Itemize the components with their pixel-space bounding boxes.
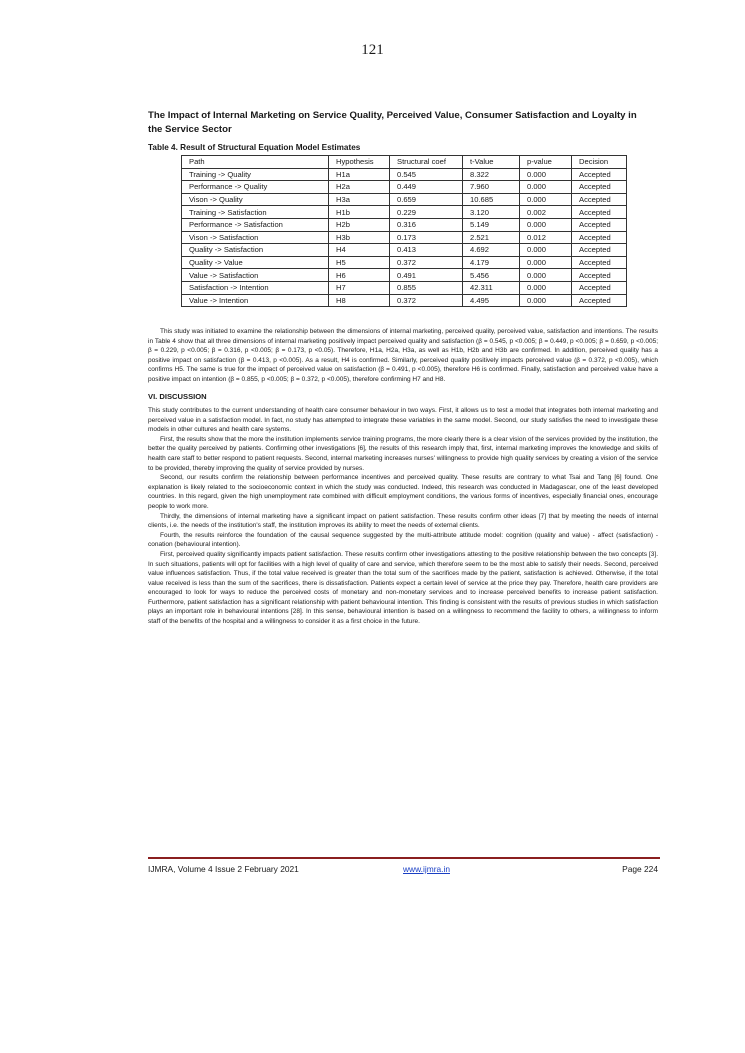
cell-decision: Accepted (572, 294, 627, 307)
table-row (182, 206, 627, 219)
cell-path: Training -> Satisfaction (182, 206, 329, 219)
table-caption: Table 4. Result of Structural Equation Model Estimates (148, 143, 361, 152)
cell-path: Value -> Satisfaction (182, 269, 329, 282)
header-decision: Decision (572, 156, 627, 169)
cell-decision: Accepted (572, 231, 627, 244)
discussion-paragraph: Second, our results confirm the relationship between performance incentives and perceived quality. These results are contrary to what Tsai and Tang [6] found. One explanation is likely related to the socioeconomic context in which the study was conducted. Indeed, this research was conducted in Madagascar, one of the least developed countries. In this regard, given the high unemployment rate combined with difficult employment conditions, the various forms of incentives, especially financial ones, encourage people to work more. (148, 474, 658, 510)
cell-hypothesis: H3b (329, 231, 390, 244)
cell-decision: Accepted (572, 269, 627, 282)
results-table (181, 155, 627, 307)
cell-p-value: 0.012 (520, 231, 572, 244)
footer-divider (148, 857, 660, 859)
header-path: Path (182, 156, 329, 169)
cell-path: Satisfaction -> Intention (182, 281, 329, 294)
cell-p-value: 0.000 (520, 168, 572, 181)
cell-path: Training -> Quality (182, 168, 329, 181)
cell-hypothesis: H5 (329, 256, 390, 269)
table-row (182, 281, 627, 294)
cell-path: Vison -> Quality (182, 193, 329, 206)
cell-hypothesis: H3a (329, 193, 390, 206)
cell-hypothesis: H7 (329, 281, 390, 294)
results-paragraph (148, 327, 658, 385)
cell-decision: Accepted (572, 181, 627, 194)
cell-p-value: 0.000 (520, 218, 572, 231)
cell-hypothesis: H1a (329, 168, 390, 181)
cell-structural-coef: 0.491 (390, 269, 463, 282)
cell-decision: Accepted (572, 218, 627, 231)
cell-t-value: 3.120 (463, 206, 520, 219)
discussion-paragraph: Thirdly, the dimensions of internal marketing have a significant impact on patient satisfaction. These results confirm other ideas [7] that by meeting the needs of internal clients, i.e. the needs of the institution's staff, the institution improves its ability to meet the needs of external clients. (148, 512, 658, 530)
cell-decision: Accepted (572, 281, 627, 294)
cell-path: Vison -> Satisfaction (182, 231, 329, 244)
header-structural-coef: Structural coef (390, 156, 463, 169)
discussion-heading: VI. DISCUSSION (148, 392, 207, 401)
cell-decision: Accepted (572, 168, 627, 181)
table-row (182, 218, 627, 231)
table-row (182, 244, 627, 257)
footer-journal: IJMRA, Volume 4 Issue 2 February 2021 (148, 864, 299, 874)
cell-hypothesis: H6 (329, 269, 390, 282)
discussion-paragraph: Fourth, the results reinforce the foundation of the causal sequence suggested by the multi-attribute attitude model: cognition (quality and value) - affect (satisfaction) - conation (behavioural intention). (148, 531, 658, 549)
cell-structural-coef: 0.659 (390, 193, 463, 206)
cell-t-value: 7.960 (463, 181, 520, 194)
cell-p-value: 0.000 (520, 244, 572, 257)
table-row (182, 168, 627, 181)
cell-p-value: 0.000 (520, 281, 572, 294)
cell-structural-coef: 0.413 (390, 244, 463, 257)
discussion-paragraph: This study contributes to the current understanding of health care consumer behaviour in two ways. First, it allows us to test a model that integrates both internal marketing and perceived value in a satisfaction model. In fact, no study has attempted to integrate these variables in the same model. Second, our study satisfies the need to investigate these models in other cultures and health care systems. (148, 407, 658, 434)
page-number: 121 (361, 42, 384, 58)
cell-t-value: 4.179 (463, 256, 520, 269)
header-hypothesis: Hypothesis (329, 156, 390, 169)
cell-hypothesis: H8 (329, 294, 390, 307)
cell-structural-coef: 0.229 (390, 206, 463, 219)
cell-decision: Accepted (572, 206, 627, 219)
cell-structural-coef: 0.855 (390, 281, 463, 294)
cell-structural-coef: 0.316 (390, 218, 463, 231)
cell-t-value: 5.149 (463, 218, 520, 231)
cell-p-value: 0.000 (520, 193, 572, 206)
cell-path: Value -> Intention (182, 294, 329, 307)
cell-hypothesis: H1b (329, 206, 390, 219)
results-text: This study was initiated to examine the relationship between the dimensions of internal marketing, perceived quality, perceived value, satisfaction and intentions. The results in Table 4 show that all three dimensions of internal marketing positively impact perceived quality and satisfaction (β = 0.545, p <0.005; β = 0.449, p <0.005; β = 0.659, p <0.005; β = 0.229, p <0.005; β = 0.316, p <0.005; β = 0.173, p <0.05). Therefore, H1a, H2a, H3a, as well as H1b, H2b and H3b are confirmed. In addition, perceived quality has a positive impact on satisfaction (β = 0.413, p <0.005). As a result, H4 is confirmed. Similarly, perceived quality positively impacts perceived value (β = 0.372, p <0.005), which confirms H5. The same is true for the impact of perceived value on satisfaction (β = 0.491, p <0.005), therefore H6 is confirmed. Finally, satisfaction and perceived value have a positive impact on intention (β = 0.855, p <0.005; β = 0.372, p <0.005), therefore confirming H7 and H8. (148, 328, 658, 383)
cell-decision: Accepted (572, 244, 627, 257)
table-row (182, 231, 627, 244)
discussion-paragraph: First, perceived quality significantly impacts patient satisfaction. These results confirm other investigations attesting to the positive relationship between the two concepts [3]. In such situations, patients will opt for facilities with a high level of quality of care and service, which therefore seem to be the most able to satisfy their needs. Second, perceived value influences satisfaction. Thus, if the total value received is greater than the total sum of the sacrifices made by the patient, satisfaction is achieved. Otherwise, if the total value received is less than the sum of the sacrifices, there is dissatisfaction. Patients expect a certain level of service at the price they pay. Therefore, health care providers are encouraged to look for ways to reduce the perceived costs of monetary and non-monetary services and to increase perceived benefits to increase patient satisfaction. Furthermore, patient satisfaction has a significant relationship with patient behavioural intention. This finding is consistent with the results of previous studies in which satisfaction plays an important role in behavioural intentions [28]. In this sense, behavioural intention is based on a willingness to recommend the facility to others, a willingness to inform staff of the benefits of the hospital and a willingness to consider it as a first choice in the future. (148, 550, 658, 626)
cell-t-value: 42.311 (463, 281, 520, 294)
cell-t-value: 2.521 (463, 231, 520, 244)
cell-t-value: 8.322 (463, 168, 520, 181)
cell-p-value: 0.000 (520, 181, 572, 194)
cell-path: Quality -> Satisfaction (182, 244, 329, 257)
cell-p-value: 0.000 (520, 256, 572, 269)
cell-path: Performance -> Satisfaction (182, 218, 329, 231)
cell-t-value: 5.456 (463, 269, 520, 282)
cell-decision: Accepted (572, 193, 627, 206)
cell-structural-coef: 0.372 (390, 256, 463, 269)
cell-p-value: 0.000 (520, 269, 572, 282)
table-row (182, 256, 627, 269)
header-p-value: p-value (520, 156, 572, 169)
discussion-paragraph: First, the results show that the more the institution implements service training programs, the more clearly there is a clear vision of the services provided by the institution, the better the quality perceived by patients. Confirming other investigations [6], the results of this research imply that, first, internal marketing improves the knowledge and skills of health care staff to better respond to patient requests. Second, internal marketing increases nurses' willingness to provide high quality services by creating a vision of the service to be provided, thereby improving the quality of service provided by nurses. (148, 435, 658, 472)
footer-website-link[interactable]: www.ijmra.in (403, 864, 450, 874)
table-row (182, 193, 627, 206)
cell-structural-coef: 0.372 (390, 294, 463, 307)
cell-hypothesis: H2a (329, 181, 390, 194)
table-header-row (182, 156, 627, 169)
table-row (182, 294, 627, 307)
cell-p-value: 0.000 (520, 294, 572, 307)
cell-decision: Accepted (572, 256, 627, 269)
cell-hypothesis: H2b (329, 218, 390, 231)
cell-t-value: 4.692 (463, 244, 520, 257)
table-row (182, 269, 627, 282)
article-title: The Impact of Internal Marketing on Service Quality, Perceived Value, Consumer Satisfaction and Loyalty in the Service Sector (148, 110, 637, 135)
cell-structural-coef: 0.173 (390, 231, 463, 244)
header-t-value: t-Value (463, 156, 520, 169)
cell-path: Quality -> Value (182, 256, 329, 269)
footer-page: Page 224 (622, 864, 658, 874)
cell-t-value: 10.685 (463, 193, 520, 206)
table-row (182, 181, 627, 194)
cell-structural-coef: 0.449 (390, 181, 463, 194)
cell-path: Performance -> Quality (182, 181, 329, 194)
cell-structural-coef: 0.545 (390, 168, 463, 181)
cell-hypothesis: H4 (329, 244, 390, 257)
discussion-body (148, 406, 658, 627)
cell-t-value: 4.495 (463, 294, 520, 307)
cell-p-value: 0.002 (520, 206, 572, 219)
